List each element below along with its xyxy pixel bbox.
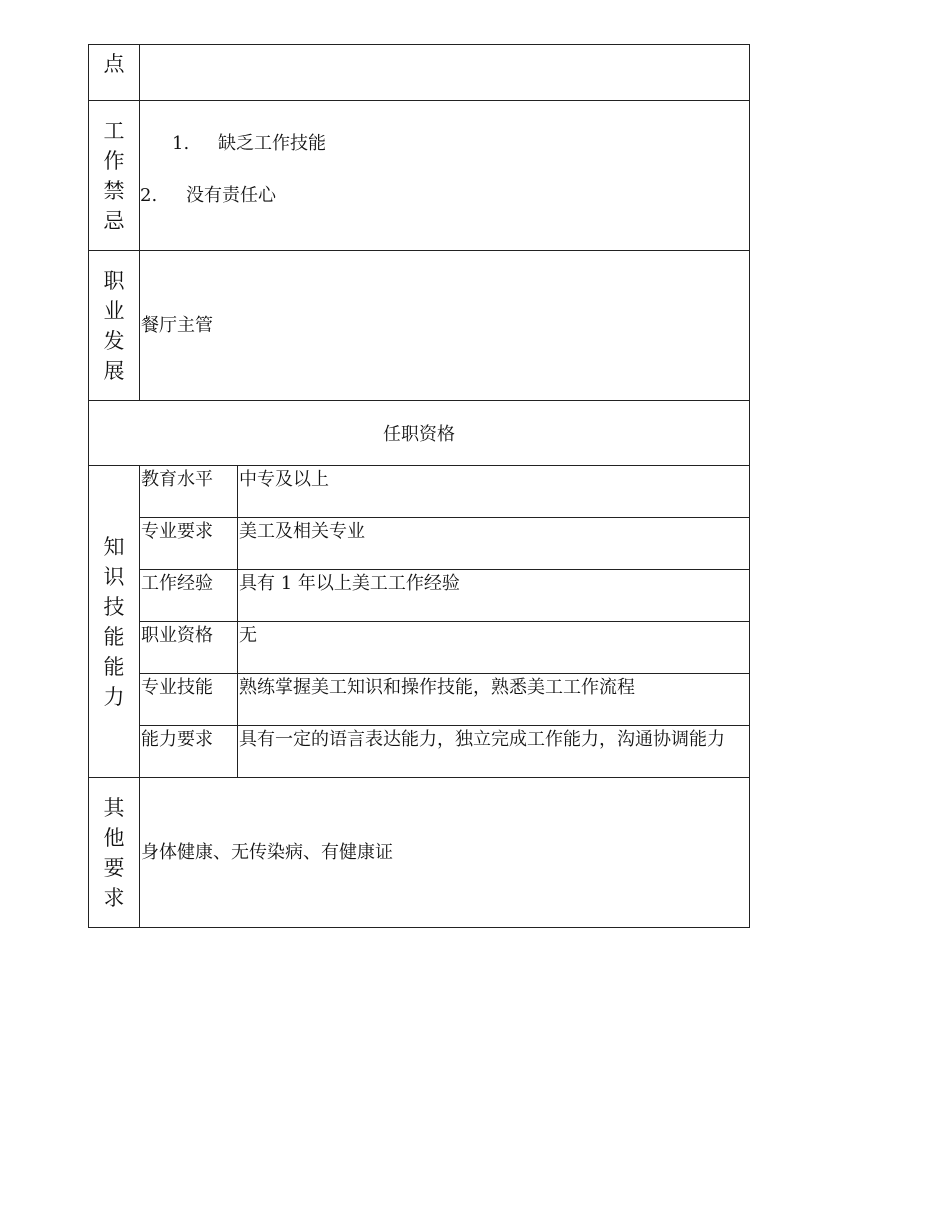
qualification-label: 能力要求 — [140, 726, 238, 778]
qualification-value: 美工及相关专业 — [238, 518, 750, 570]
list-item — [140, 181, 749, 207]
qualification-label: 教育水平 — [140, 466, 238, 518]
table-row — [89, 674, 750, 726]
section-title: 任职资格 — [89, 401, 750, 466]
job-description-table — [88, 44, 750, 928]
row-label-cell — [89, 45, 140, 101]
row-content-location — [140, 45, 750, 101]
table-row-career — [89, 251, 750, 401]
list-item-text: 缺乏工作技能 — [218, 133, 326, 154]
row-label-other: 其他要求 — [103, 795, 125, 910]
other-content: 身体健康、无传染病、有健康证 — [141, 841, 393, 863]
list-item-text: 没有责任心 — [186, 185, 276, 206]
row-label-cell — [89, 251, 140, 401]
qualification-label: 专业技能 — [140, 674, 238, 726]
qualification-label: 工作经验 — [140, 570, 238, 622]
table-row — [89, 466, 750, 518]
qualification-value: 熟练掌握美工知识和操作技能，熟悉美工工作流程 — [238, 674, 750, 726]
row-label-prohibitions: 工作禁忌 — [103, 118, 125, 233]
table-row-section-title — [89, 401, 750, 466]
row-label-cell — [89, 466, 140, 778]
qualification-value: 具有 1 年以上美工工作经验 — [238, 570, 750, 622]
career-content: 餐厅主管 — [141, 314, 213, 336]
table-row-other — [89, 778, 750, 928]
qualification-value: 无 — [238, 622, 750, 674]
career-content-cell — [140, 251, 750, 401]
list-item-number: 1. — [172, 133, 190, 154]
row-label-cell — [89, 778, 140, 928]
list-item-number: 2. — [140, 185, 158, 206]
table-row — [89, 518, 750, 570]
table-row — [89, 622, 750, 674]
row-label-career: 职业发展 — [103, 268, 125, 383]
table-row — [89, 570, 750, 622]
list-item — [140, 129, 749, 155]
table-row — [89, 726, 750, 778]
table-row-prohibitions — [89, 101, 750, 251]
prohibitions-content — [140, 101, 750, 251]
qualification-label: 职业资格 — [140, 622, 238, 674]
table-row-location — [89, 45, 750, 101]
qualification-label: 专业要求 — [140, 518, 238, 570]
row-label-cell — [89, 101, 140, 251]
row-label-knowledge: 知识技能能力 — [103, 534, 125, 709]
qualification-value: 中专及以上 — [238, 466, 750, 518]
other-content-cell — [140, 778, 750, 928]
qualification-value: 具有一定的语言表达能力，独立完成工作能力，沟通协调能力 — [238, 726, 750, 778]
row-label-location: 点 — [103, 52, 125, 76]
